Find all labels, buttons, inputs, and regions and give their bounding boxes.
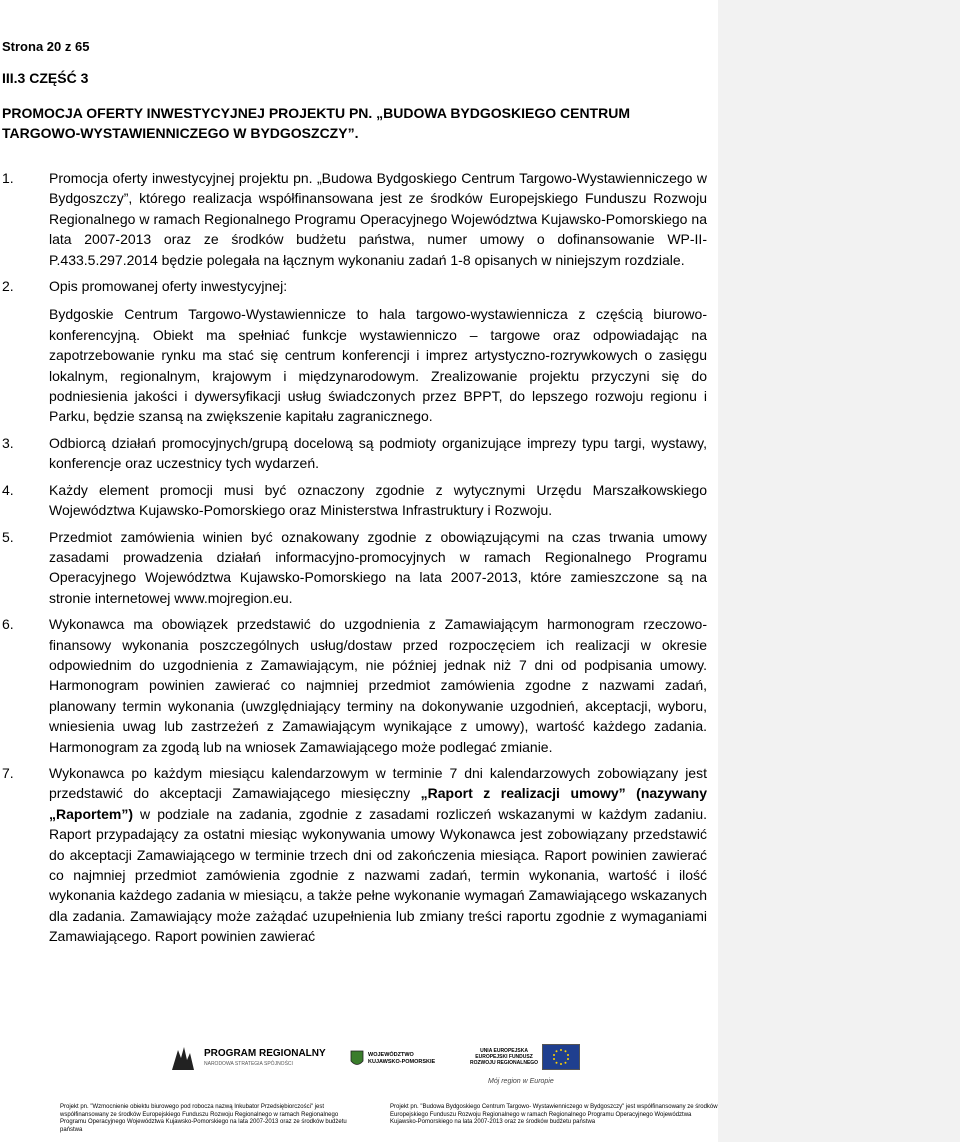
wojewodztwo-logo: WOJEWÓDZTWO KUJAWSKO-POMORSKIE	[350, 1050, 435, 1068]
item-text: Wykonawca po każdym miesiącu kalendarzowym w terminie 7 dni kalendarzowych zobowiązany jest przedstawić do akceptacji Zamawiającego miesięczny „Raport z realizacji umowy” (nazywany „Raportem”) w podziale na zadania, zgodnie z zasadami rozliczeń wskazanymi w każdym zadaniu. Raport przypadający za ostatni miesiąc wykonywania umowy Wykonawca jest zobowiązany przedstawić do akceptacji Zamawiającego w terminie trzech dni od zakończenia miesiąca. Raport powinien zawierać co najmniej przedmiot zamówienia zgodnie z nazwami zadań, termin wykonania, wartość i ilość wykonania każdego zadania w miesiącu, a także pełne wykonanie wymagań Zamawiającego wskazanych dla zadania. Zamawiający może zażądać uzupełnienia lub zmiany treści raportu zgodnie z wymaganiami Zamawiającego. Raport powinien zawierać	[49, 764, 707, 945]
list-item	[2, 168, 707, 270]
footer-left-text: Projekt pn. "Wzmocnienie obiektu biurowego pod robocza nazwą Inkubator Przedsiębiorczości" jest współfinansowany ze środków Europejskiego Funduszu Rozwoju Regionalnego w ramach Regionalnego Programu Operacyjnego Województwa Kujawsko-Pomorskiego na lata 2007-2013 oraz ze środków budżetu państwa	[60, 1104, 347, 1133]
item-text: Przedmiot zamówienia winien być oznakowany zgodnie z obowiązującymi na czas trwania umowy zasadami prowadzenia działań informacyjno-promocyjnych w ramach Regionalnego Programu Operacyjnego Województwa Kujawsko-Pomorskiego na lata 2007-2013, które zamieszczone są na stronie internetowej www.mojregion.eu.	[49, 528, 707, 606]
report-name: „Raport z realizacji umowy” (nazywany „Raportem”)	[49, 785, 707, 822]
item-number: 2.	[2, 278, 14, 295]
item-subtext: Bydgoskie Centrum Targowo-Wystawiennicze to hala targowo-wystawiennicza z częścią biurowo-konferencyjną. Obiekt ma spełniać funkcje wystawienniczo – targowe oraz odpowiadając na zapotrzebowanie rynku ma stać się centrum konferencji i imprez artystyczno-rozrywkowych o zasięgu lokalnym, regionalnym, krajowym i międzynarodowym. Zrealizowanie projektu przyczyni się do podniesienia jakości i dywersyfikacji usług świadczonych przez BPPT, do lepszego rozwoju regionu i Parku, będzie szansą na zwiększenie kapitału zagranicznego.	[49, 306, 707, 425]
item-number: 7.	[2, 764, 14, 781]
footer-logos	[60, 1040, 720, 1142]
comment-sidebar	[718, 0, 960, 1142]
item-number: 3.	[2, 434, 14, 451]
list-item	[2, 527, 707, 609]
program-regionalny-logo: PROGRAM REGIONALNY NARODOWA STRATEGIA SPÓJNOŚCI	[168, 1044, 326, 1074]
item-text: Każdy element promocji musi być oznaczony zgodnie z wytycznymi Urzędu Marszałkowskiego Województwa Kujawsko-Pomorskiego oraz Ministerstwa Infrastruktury i Rozwoju.	[49, 481, 707, 519]
coat-of-arms-icon	[350, 1050, 364, 1068]
item-text: Promocja oferty inwestycyjnej projektu pn. „Budowa Bydgoskiego Centrum Targowo-Wystawienniczego w Bydgoszczy”, którego realizacja współfinansowana jest ze środków Europejskiego Funduszu Rozwoju Regionalnego w ramach Regionalnego Programu Operacyjnego Województwa Kujawsko-Pomorskiego na lata 2007-2013 oraz ze środków budżetu państwa, numer umowy o dofinansowanie WP-II-P.433.5.297.2014 będzie polegała na łącznym wykonaniu zadań 1-8 opisanych w niniejszym rozdziale.	[49, 170, 707, 268]
item-text: Wykonawca ma obowiązek przedstawić do uzgodnienia z Zamawiającym harmonogram rzeczowo-finansowy wykonania poszczególnych usług/dostaw przed rozpoczęciem ich realizacji w okresie odpowiednim do uzgodnienia z Zamawiającym, nie później jednak niż 7 dni od podpisania umowy. Harmonogram powinien zawierać co najmniej przedmiot zamówienia zgodne z nazwami zadań, planowany termin wykonania (uwzględniający terminy na dokonywanie uzgodnień, akceptacji, wyboru, wniesienia uwag lub zastrzeżeń z Zamawiającym wynikające z umowy), wartość każdego zadania. Harmonogram za zgodą lub na wniosek Zamawiającego może podlegać zmianie.	[49, 616, 707, 755]
signature-text: Mój region w Europie	[488, 1078, 554, 1085]
page-number: Strona 20 z 65	[2, 39, 90, 54]
nss-logo-icon	[168, 1044, 198, 1074]
footer-right-text: Projekt pn. "Budowa Bydgoskiego Centrum Targowo- Wystawienniczego w Bydgoszczy" jest współfinansowany ze środków Europejskiego Funduszu Rozwoju Regionalnego w ramach Regionalnego Programu Operacyjnego Województwa Kujawsko-Pomorskiego na lata 2007-2013 oraz ze środków budżetu państwa	[390, 1104, 718, 1125]
eu-flag-icon	[542, 1044, 580, 1070]
list-item	[2, 433, 707, 474]
document-content	[2, 168, 707, 953]
item-text: Odbiorcą działań promocyjnych/grupą docelową są podmioty organizujące imprezy typu targi, wystawy, konferencje oraz uczestnicy tych wydarzeń.	[49, 434, 707, 472]
list-item	[2, 276, 707, 427]
list-item	[2, 614, 707, 757]
item-number: 5.	[2, 528, 14, 545]
list-item	[2, 480, 707, 521]
item-number: 4.	[2, 481, 14, 498]
item-text: Opis promowanej oferty inwestycyjnej:	[49, 278, 288, 295]
item-number: 1.	[2, 170, 14, 186]
main-title: PROMOCJA OFERTY INWESTYCYJNEJ PROJEKTU PN. „BUDOWA BYDGOSKIEGO CENTRUM TARGOWO-WYSTAWIENNICZEGO W BYDGOSZCZY”.	[2, 105, 630, 141]
eu-logo: UNIA EUROPEJSKA EUROPEJSKI FUNDUSZ ROZWOJU REGIONALNEGO	[470, 1044, 580, 1070]
section-title: III.3 CZĘŚĆ 3	[2, 70, 89, 86]
list-item	[2, 763, 707, 947]
item-number: 6.	[2, 616, 14, 633]
